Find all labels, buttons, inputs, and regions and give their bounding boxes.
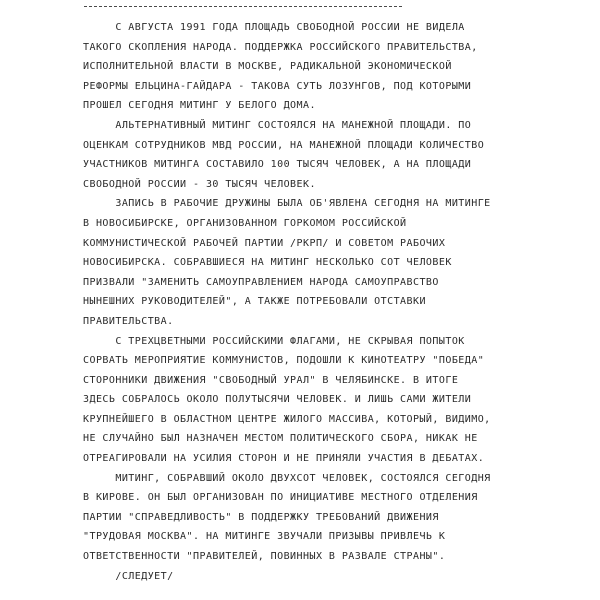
- text-line: ЗДЕСЬ СОБРАЛОСЬ ОКОЛО ПОЛУТЫСЯЧИ ЧЕЛОВЕК. И ЛИШЬ САМИ ЖИТЕЛИ: [83, 394, 472, 406]
- paragraph: [83, 116, 583, 194]
- text-line: СВОБОДНОЙ РОССИИ - 30 ТЫСЯЧ ЧЕЛОВЕК.: [83, 178, 316, 190]
- text-line: НЫНЕШНИХ РУКОВОДИТЕЛЕЙ", А ТАКЖЕ ПОТРЕБОВАЛИ ОТСТАВКИ: [83, 296, 426, 308]
- paragraph: [83, 194, 583, 331]
- text-line: ПРАВИТЕЛЬСТВА.: [83, 315, 174, 327]
- paragraph: [83, 567, 583, 587]
- text-line: РЕФОРМЫ ЕЛЬЦИНА-ГАЙДАРА - ТАКОВА СУТЬ ЛОЗУНГОВ, ПОД КОТОРЫМИ: [83, 80, 472, 92]
- text-line: КРУПНЕЙШЕГО В ОБЛАСТНОМ ЦЕНТРЕ ЖИЛОГО МАССИВА, КОТОРЫЙ, ВИДИМО,: [83, 413, 491, 425]
- text-line: АЛЬТЕРНАТИВНЫЙ МИТИНГ СОСТОЯЛСЯ НА МАНЕЖНОЙ ПЛОЩАДИ. ПО: [83, 119, 472, 131]
- text-line: ПАРТИИ "СПРАВЕДЛИВОСТЬ" В ПОДДЕРЖКУ ТРЕБОВАНИЙ ДВИЖЕНИЯ: [83, 511, 439, 523]
- text-line: СОРВАТЬ МЕРОПРИЯТИЕ КОММУНИСТОВ, ПОДОШЛИ К КИНОТЕАТРУ "ПОБЕДА": [83, 355, 485, 367]
- text-line: ОТРЕАГИРОВАЛИ НА УСИЛИЯ СТОРОН И НЕ ПРИНЯЛИ УЧАСТИЯ В ДЕБАТАХ.: [83, 453, 485, 465]
- top-dashed-rule: [84, 6, 402, 7]
- text-line: С ТРЕХЦВЕТНЫМИ РОССИЙСКИМИ ФЛАГАМИ, НЕ СКРЫВАЯ ПОПЫТОК: [83, 335, 465, 347]
- text-line: ЗАПИСЬ В РАБОЧИЕ ДРУЖИНЫ БЫЛА ОБ'ЯВЛЕНА СЕГОДНЯ НА МИТИНГЕ: [83, 198, 491, 210]
- text-line: УЧАСТНИКОВ МИТИНГА СОСТАВИЛО 100 ТЫСЯЧ ЧЕЛОВЕК, А НА ПЛОЩАДИ: [83, 159, 472, 171]
- text-line: ТАКОГО СКОПЛЕНИЯ НАРОДА. ПОДДЕРЖКА РОССИЙСКОГО ПРАВИТЕЛЬСТВА,: [83, 41, 478, 53]
- text-line: С АВГУСТА 1991 ГОДА ПЛОЩАДЬ СВОБОДНОЙ РОССИИ НЕ ВИДЕЛА: [83, 22, 465, 33]
- paragraph: [83, 18, 583, 116]
- text-line: В КИРОВЕ. ОН БЫЛ ОРГАНИЗОВАН ПО ИНИЦИАТИВЕ МЕСТНОГО ОТДЕЛЕНИЯ: [83, 492, 478, 504]
- text-line: ПРИЗВАЛИ "ЗАМЕНИТЬ САМОУПРАВЛЕНИЕМ НАРОДА САМОУПРАВСТВО: [83, 276, 439, 288]
- text-line: "ТРУДОВАЯ МОСКВА". НА МИТИНГЕ ЗВУЧАЛИ ПРИЗЫВЫ ПРИВЛЕЧЬ К: [83, 531, 446, 543]
- text-line: НЕ СЛУЧАЙНО БЫЛ НАЗНАЧЕН МЕСТОМ ПОЛИТИЧЕСКОГО СБОРА, НИКАК НЕ: [83, 433, 478, 445]
- text-line: В НОВОСИБИРСКЕ, ОРГАНИЗОВАННОМ ГОРКОМОМ РОССИЙСКОЙ: [83, 217, 407, 229]
- paragraph: [83, 469, 583, 567]
- paragraph: [83, 332, 583, 469]
- text-line: ОЦЕНКАМ СОТРУДНИКОВ МВД РОССИИ, НА МАНЕЖНОЙ ПЛОЩАДИ КОЛИЧЕСТВО: [83, 139, 485, 151]
- text-line: ОТВЕТСТВЕННОСТИ "ПРАВИТЕЛЕЙ, ПОВИННЫХ В РАЗВАЛЕ СТРАНЫ".: [83, 551, 446, 563]
- text-line: ИСПОЛНИТЕЛЬНОЙ ВЛАСТИ В МОСКВЕ, РАДИКАЛЬНОЙ ЭКОНОМИЧЕСКОЙ: [83, 61, 452, 73]
- text-line: КОММУНИСТИЧЕСКОЙ РАБОЧЕЙ ПАРТИИ /РКРП/ И СОВЕТОМ РАБОЧИХ: [83, 237, 446, 249]
- text-line: НОВОСИБИРСКА. СОБРАВШИЕСЯ НА МИТИНГ НЕСКОЛЬКО СОТ ЧЕЛОВЕК: [83, 257, 452, 269]
- document-body: [83, 18, 583, 586]
- text-line: МИТИНГ, СОБРАВШИЙ ОКОЛО ДВУХСОТ ЧЕЛОВЕК, СОСТОЯЛСЯ СЕГОДНЯ: [83, 472, 491, 484]
- text-line: ПРОШЕЛ СЕГОДНЯ МИТИНГ У БЕЛОГО ДОМА.: [83, 100, 316, 112]
- continuation-note: /СЛЕДУЕТ/: [83, 570, 174, 582]
- text-line: СТОРОННИКИ ДВИЖЕНИЯ "СВОБОДНЫЙ УРАЛ" В ЧЕЛЯБИНСКЕ. В ИТОГЕ: [83, 374, 459, 386]
